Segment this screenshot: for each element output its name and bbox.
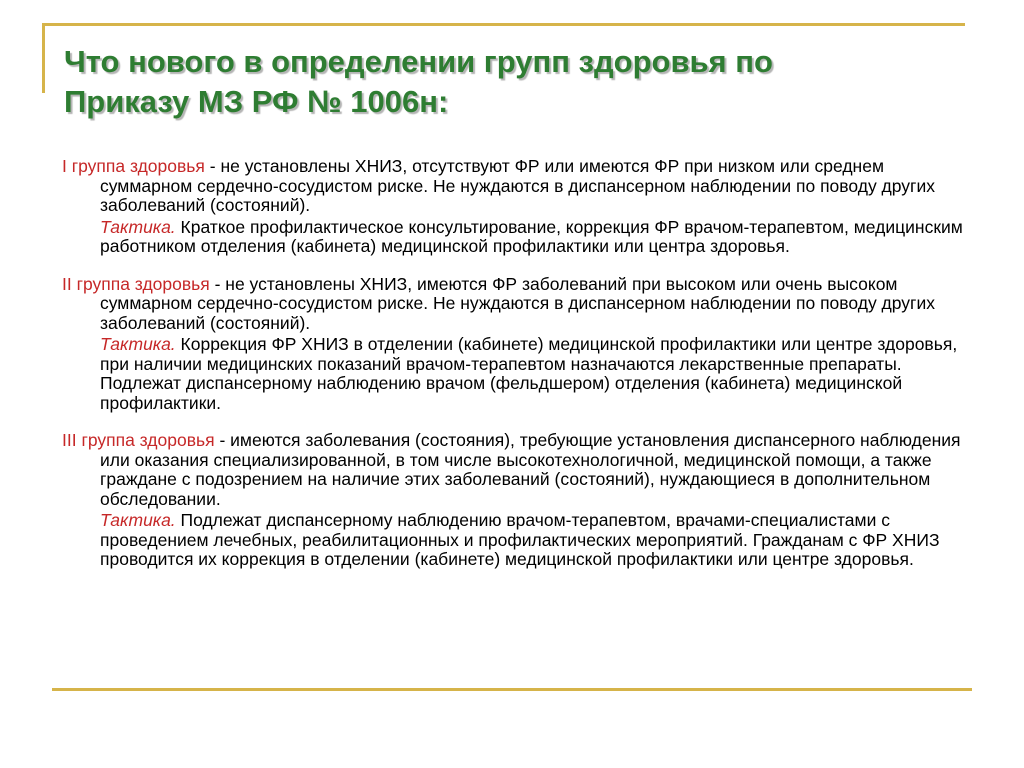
slide-body <box>62 157 967 570</box>
health-group-3 <box>62 431 967 570</box>
health-group-1 <box>62 157 967 257</box>
group-label: II группа здоровья <box>62 273 210 294</box>
group-description <box>62 275 967 334</box>
left-divider <box>42 23 45 93</box>
group-label: III группа здоровья <box>62 430 215 450</box>
tactic-text: Краткое профилактическое консультирование, коррекция ФР врачом-терапевтом, медицинским работником отделения (кабинета) медицинской профилактики или центра здоровья. <box>100 216 963 256</box>
group-tactic <box>62 218 967 257</box>
slide-title <box>64 42 964 122</box>
group-text: - имеются заболевания (состояния), требующие установления диспансерного наблюдения или оказания специализированной, в том числе высокотехнологичной, медицинской помощи, а также граждане с подозрением на наличие этих заболеваний (состояний), нуждающиеся в дополнительном обследовании. <box>100 430 961 509</box>
tactic-label: Тактика. <box>100 334 176 354</box>
group-text: - не установлены ХНИЗ, отсутствуют ФР или имеются ФР при низком или среднем суммарном сердечно-сосудистом риске. Не нуждаются в диспансерном наблюдении по поводу других заболеваний (состояний). <box>100 156 935 215</box>
title-line-2: Приказу МЗ РФ № 1006н: <box>64 84 449 119</box>
top-divider <box>42 23 965 26</box>
health-group-2 <box>62 275 967 414</box>
tactic-label: Тактика. <box>100 510 176 530</box>
group-tactic <box>62 511 967 570</box>
group-description <box>62 431 967 509</box>
group-text: - не установлены ХНИЗ, имеются ФР заболеваний при высоком или очень высоком суммарном сердечно-сосудистом риске. Не нуждаются в диспансерном наблюдении по поводу других заболеваний (состояний). <box>100 273 935 333</box>
tactic-text: Коррекция ФР ХНИЗ в отделении (кабинете) медицинской профилактики или центре здоровья, при наличии медицинских показаний врачом-терапевтом назначаются лекарственные препараты. Подлежат диспансерному наблюдению врачом (фельдшером) отделения (кабинета) медицинской профилактики. <box>100 334 958 413</box>
group-description <box>62 157 967 216</box>
group-tactic <box>62 335 967 413</box>
group-label: I группа здоровья <box>62 156 205 176</box>
tactic-text: Подлежат диспансерному наблюдению врачом-терапевтом, врачами-специалистами с проведением лечебных, реабилитационных и профилактических мероприятий. Гражданам с ФР ХНИЗ проводится их коррекция в отделении (кабинете) медицинской профилактики или центре здоровья. <box>100 510 940 569</box>
bottom-divider <box>52 688 972 691</box>
title-line-1: Что нового в определении групп здоровья по <box>64 44 773 79</box>
tactic-label: Тактика. <box>100 216 176 237</box>
